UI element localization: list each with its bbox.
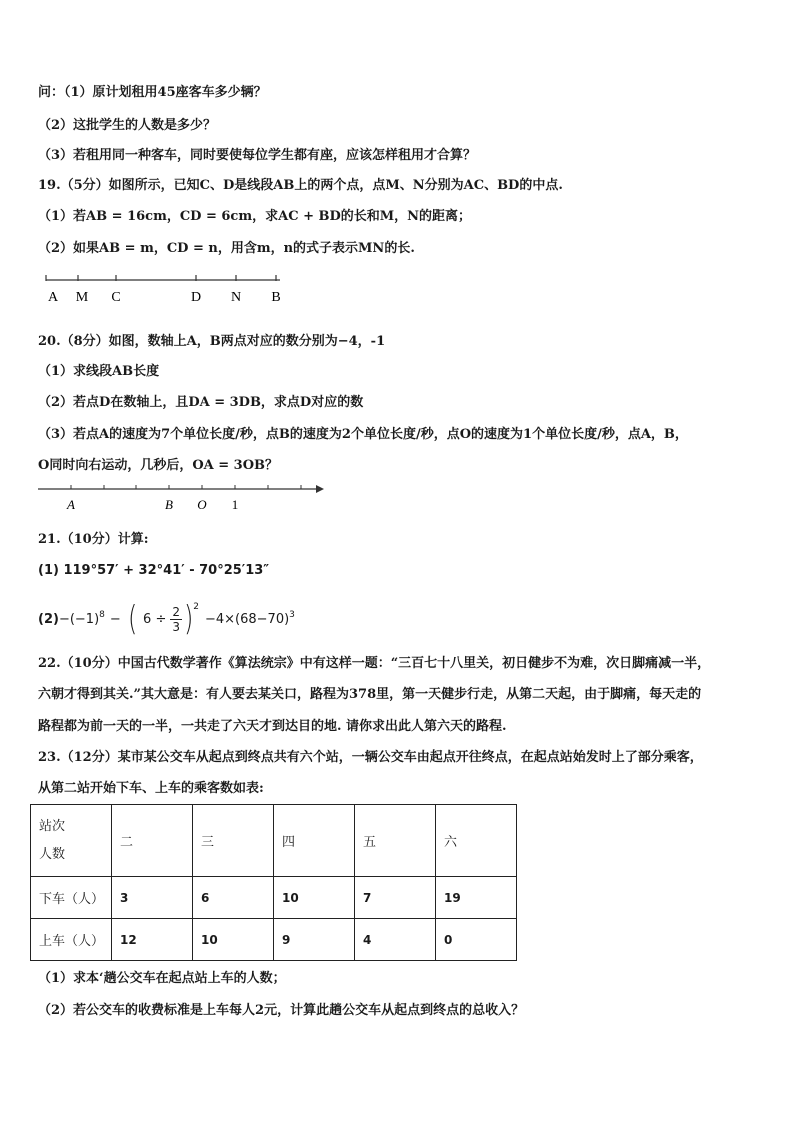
- table-cell: 10: [274, 877, 355, 919]
- seg-label-a: A: [47, 290, 59, 305]
- expr2-minus: −: [109, 611, 121, 627]
- fraction-numerator: 2: [172, 604, 180, 619]
- fraction-denominator: 3: [172, 619, 180, 634]
- table-header-row: [31, 805, 517, 877]
- numline-label-o: O: [197, 497, 207, 512]
- table-cell: 9: [274, 919, 355, 961]
- q23-line2: 从第二站开始下车、上车的乘客数如表:: [38, 781, 264, 796]
- q23-part1: （1）求本‘趟公交车在起点站上车的人数；: [38, 971, 286, 986]
- q19-stem: 19.（5分）如图所示，已知C、D是线段AB上的两个点，点M、N分别为AC、BD的中点.: [38, 178, 563, 193]
- q23-part2: （2）若公交车的收费标准是上车每人2元，计算此趟公交车从起点到终点的总收入？: [38, 1003, 525, 1018]
- expr2-prefix: (2): [38, 611, 59, 627]
- corner-top-label: 站次: [39, 818, 66, 834]
- row-label: 上车（人）: [31, 919, 112, 961]
- q18-part2: （2）这批学生的人数是多少？: [38, 118, 217, 133]
- numline-label-a: A: [67, 497, 75, 512]
- seg-label-d: D: [190, 290, 202, 305]
- expr2-fraction: [170, 605, 182, 634]
- station-header: 二: [112, 805, 193, 877]
- q22-line2: 六朝才得到其关.”其大意是：有人要去某关口，路程为378里，第一天健步行走，从第二天起，由于脚痛，每天走的: [38, 687, 702, 702]
- q20-part3-line2: O同时向右运动，几秒后，OA = 3OB？: [38, 458, 279, 473]
- segment-diagram: [40, 272, 300, 308]
- table-row: [31, 877, 517, 919]
- q19-part2: （2）如果AB = m，CD = n，用含m，n的式子表示MN的长.: [38, 241, 415, 256]
- row-label: 下车（人）: [31, 877, 112, 919]
- table-cell: 4: [355, 919, 436, 961]
- station-header: 六: [436, 805, 517, 877]
- table-cell: 7: [355, 877, 436, 919]
- expr2-term-a: −(−1): [58, 611, 100, 627]
- station-header: 五: [355, 805, 436, 877]
- seg-label-b: B: [271, 290, 281, 305]
- q22-line3: 路程都为前一天的一半，一共走了六天才到达目的地. 请你求出此人第六天的路程.: [38, 719, 507, 734]
- table-corner-cell: [31, 805, 112, 877]
- table-cell: 3: [112, 877, 193, 919]
- table-cell: 0: [436, 919, 517, 961]
- expr2-exp2: 2: [193, 602, 199, 612]
- table-cell: 12: [112, 919, 193, 961]
- expr2-exp8: 8: [99, 610, 105, 620]
- expr2-term-d: −4×(68−70): [204, 611, 290, 627]
- corner-bottom-label: 人数: [39, 846, 66, 862]
- numline-label-b: B: [165, 497, 173, 512]
- q23-line1: 23.（12分）某市某公交车从起点到终点共有六个站，一辆公交车由起点开往终点，在起点站始发时上了部分乘客，: [38, 750, 703, 765]
- numline-label-1: 1: [231, 497, 239, 512]
- q18-part1: 问：（1）原计划租用45座客车多少辆？: [38, 85, 267, 100]
- seg-label-c: C: [111, 290, 121, 305]
- q22-line1: 22.（10分）中国古代数学著作《算法统宗》中有这样一题：“三百七十八里关，初日健步不为难，次日脚痛减一半，: [38, 656, 711, 671]
- expr2-term-c: 6 ÷: [143, 611, 167, 627]
- expr2-left-paren: (: [127, 599, 138, 639]
- q20-stem: 20.（8分）如图，数轴上A，B两点对应的数分别为−4，-1: [38, 334, 386, 349]
- table-cell: 19: [436, 877, 517, 919]
- station-header: 四: [274, 805, 355, 877]
- seg-label-m: M: [75, 290, 89, 305]
- number-line: [36, 480, 332, 516]
- table-cell: 6: [193, 877, 274, 919]
- expr2-right-paren: ): [183, 599, 194, 639]
- q19-part1: （1）若AB = 16cm，CD = 6cm，求AC + BD的长和M，N的距离；: [38, 209, 472, 224]
- q20-part1: （1）求线段AB长度: [38, 364, 160, 379]
- q21-expression-2: [38, 596, 295, 642]
- station-header: 三: [193, 805, 274, 877]
- table-cell: 10: [193, 919, 274, 961]
- q20-part3-line1: （3）若点A的速度为7个单位长度/秒，点B的速度为2个单位长度/秒，点O的速度为1个单位长度/秒，点A，B，: [38, 427, 688, 442]
- q21-expression-1: (1) 119°57′ + 32°41′ - 70°25′13″: [38, 563, 270, 578]
- table-row: [31, 919, 517, 961]
- q18-part3: （3）若租用同一种客车，同时要使每位学生都有座，应该怎样租用才合算？: [38, 148, 477, 163]
- passenger-table: [30, 804, 517, 961]
- expr2-exp3: 3: [289, 610, 295, 620]
- q20-part2: （2）若点D在数轴上，且DA = 3DB，求点D对应的数: [38, 395, 364, 410]
- seg-label-n: N: [230, 290, 242, 305]
- q21-stem: 21.（10分）计算:: [38, 532, 149, 547]
